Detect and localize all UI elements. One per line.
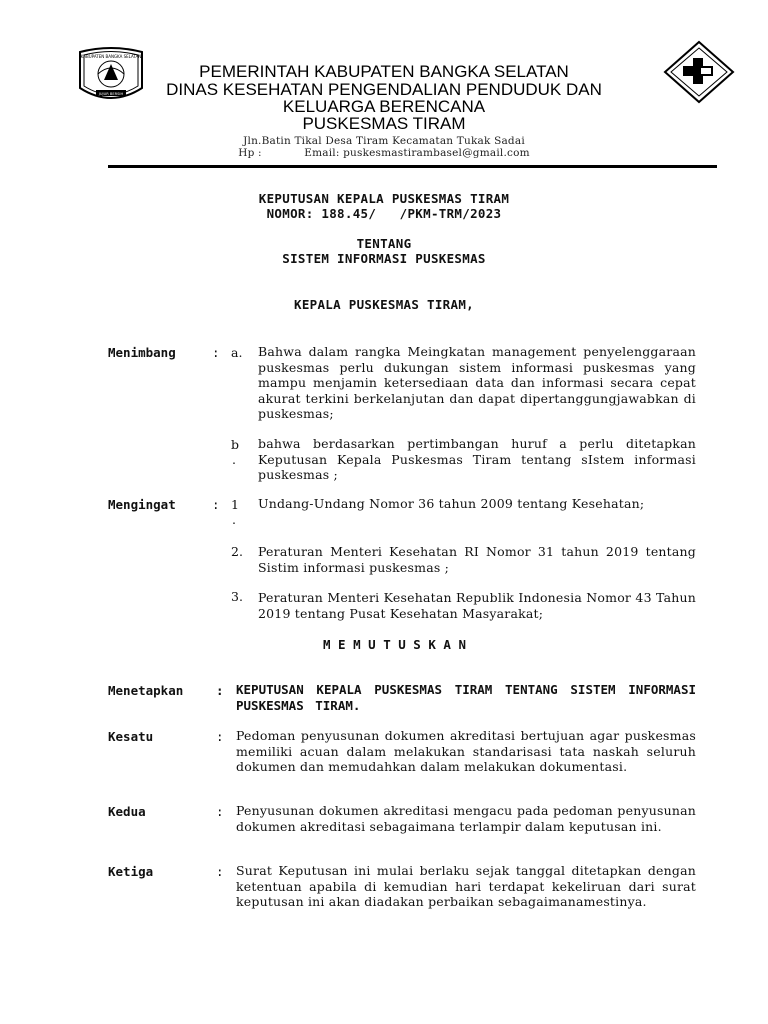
menetapkan-text: KEPUTUSAN KEPALA PUSKESMAS TIRAM TENTANG SISTEM INFORMASI PUSKESMAS TIRAM. — [236, 682, 696, 713]
diktum-kesatu-label: Kesatu — [108, 729, 154, 744]
diktum-ketiga-colon: : — [216, 864, 224, 879]
kop-line-4: PUSKESMAS TIRAM — [302, 114, 466, 133]
menimbang-b-marker: b — [231, 437, 240, 452]
letterhead-rule — [108, 165, 717, 168]
diktum-kesatu-colon: : — [216, 729, 224, 744]
tentang-heading: TENTANG — [356, 236, 412, 251]
menimbang-a-marker: a. — [231, 345, 243, 360]
menimbang-colon: : — [212, 345, 220, 360]
menetapkan-label: Menetapkan — [108, 683, 184, 698]
kop-line-3: KELUARGA BERENCANA — [282, 97, 486, 116]
diktum-kedua-label: Kedua — [108, 804, 146, 819]
mengingat-label: Mengingat — [108, 497, 176, 512]
mengingat-2-marker: 2. — [231, 544, 243, 559]
decree-title: KEPUTUSAN KEPALA PUSKESMAS TIRAM — [258, 191, 510, 206]
diktum-ketiga-label: Ketiga — [108, 864, 154, 879]
menetapkan-colon: : — [216, 683, 224, 698]
memutuskan-heading: M E M U T U S K A N — [323, 637, 466, 652]
menimbang-a-text: Bahwa dalam rangka Meingkatan management penyelenggaraan puskesmas perlu dukungan sistem informasi puskesmas yang mampu menjamin ketersediaan data dan informasi secara cepat akurat terkini berkelanjutan dan dapat dipertanggungjawabkan di puskesmas; — [258, 344, 696, 421]
mengingat-colon: : — [212, 497, 220, 512]
mengingat-3-text: Peraturan Menteri Kesehatan Republik Indonesia Nomor 43 Tahun 2019 tentang Pusat Kesehatan Masyarakat; — [258, 590, 696, 621]
kop-line-1: PEMERINTAH KABUPATEN BANGKA SELATAN — [199, 62, 569, 81]
mengingat-1-marker: 1 — [231, 497, 239, 512]
logo-left-text: KABUPATEN BANGKA SELATAN — [80, 54, 142, 59]
contact-line: Hp : Email: puskesmastirambasel@gmail.com — [238, 147, 530, 159]
mengingat-1-text: Undang-Undang Nomor 36 tahun 2009 tentang Kesehatan; — [258, 496, 645, 511]
mengingat-2-text: Peraturan Menteri Kesehatan RI Nomor 31 tahun 2019 tentang Sistim informasi puskesmas ; — [258, 544, 696, 575]
diktum-kedua-text: Penyusunan dokumen akreditasi mengacu pada pedoman penyusunan dokumen akreditasi sebagaimana terlampir dalam keputusan ini. — [236, 803, 696, 834]
official-title: KEPALA PUSKESMAS TIRAM, — [294, 297, 474, 312]
kop-line-2: DINAS KESEHATAN PENGENDALIAN PENDUDUK DAN — [166, 80, 602, 99]
diktum-ketiga-text: Surat Keputusan ini mulai berlaku sejak tanggal ditetapkan dengan ketentuan apabila di kemudian hari terdapat kekeliruan dari surat keputusan ini akan diadakan perbaikan sebagaimanamestinya. — [236, 863, 696, 909]
mengingat-3-marker: 3. — [231, 589, 243, 604]
decree-subject: SISTEM INFORMASI PUSKESMAS — [282, 251, 486, 266]
diktum-kesatu-text: Pedoman penyusunan dokumen akreditasi bertujuan agar puskesmas memiliki acuan dalam melakukan standarisasi tata naskah seluruh dokumen dan memudahkan dalam melakukan dokumentasi. — [236, 728, 696, 774]
mengingat-1-marker-dot: . — [232, 512, 236, 527]
decree-number: NOMOR: 188.45/ /PKM-TRM/2023 — [266, 206, 502, 221]
diktum-kedua-colon: : — [216, 804, 224, 819]
menimbang-label: Menimbang — [108, 345, 176, 360]
logo-left-motto: JUJUR BERSIH — [98, 92, 124, 96]
menimbang-b-marker-dot: . — [232, 452, 236, 467]
address-line: Jln.Batin Tikal Desa Tiram Kecamatan Tukak Sadai — [243, 135, 525, 147]
menimbang-b-text: bahwa berdasarkan pertimbangan huruf a perlu ditetapkan Keputusan Kepala Puskesmas Tiram tentang sIstem informasi puskesmas ; — [258, 436, 696, 482]
